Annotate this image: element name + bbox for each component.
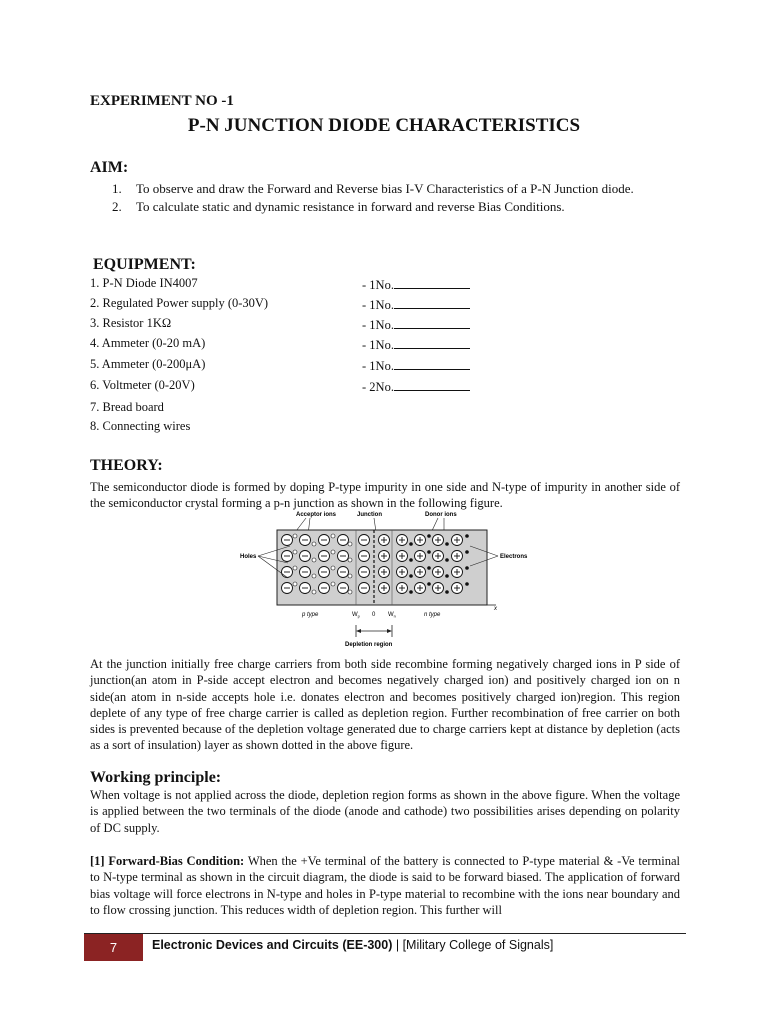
equipment-item: 4. Ammeter (0-20 mA) - 1No. xyxy=(90,336,510,354)
electron xyxy=(445,590,449,594)
wn-label: $W_n$ xyxy=(388,612,396,619)
aim-heading: AIM: xyxy=(90,159,129,176)
pn-junction-figure xyxy=(238,508,538,652)
zero-label: 0 xyxy=(372,612,376,618)
electron xyxy=(427,566,431,570)
equipment-item: 2. Regulated Power supply (0-30V) - 1No. xyxy=(90,296,510,314)
hole xyxy=(312,574,316,578)
electron xyxy=(445,574,449,578)
equipment-item: 5. Ammeter (0-200μA) - 1No. xyxy=(90,357,510,375)
electron xyxy=(427,534,431,538)
hole xyxy=(348,574,352,578)
hole xyxy=(348,558,352,562)
electron xyxy=(409,574,413,578)
electron xyxy=(409,542,413,546)
equipment-item: 8. Connecting wires xyxy=(90,419,191,433)
hole xyxy=(293,566,297,570)
equipment-item: 6. Voltmeter (0-20V) - 2No. xyxy=(90,378,510,396)
electron xyxy=(465,534,469,538)
electron xyxy=(409,590,413,594)
hole xyxy=(293,550,297,554)
equipment-item: 7. Bread board xyxy=(90,400,164,414)
forward-bias-paragraph xyxy=(90,853,680,918)
electron xyxy=(427,582,431,586)
footer-text xyxy=(152,938,553,952)
donor-ions-label: Donor ions xyxy=(425,512,457,518)
equipment-heading: EQUIPMENT: xyxy=(93,256,196,273)
hole xyxy=(293,534,297,538)
holes-label: Holes xyxy=(240,554,257,560)
p-type-label: p type xyxy=(302,612,319,618)
electron xyxy=(465,550,469,554)
footer-institution: [Military College of Signals] xyxy=(402,938,554,952)
aim-list xyxy=(112,180,634,216)
forward-bias-label: [1] Forward-Bias Condition: xyxy=(90,854,245,868)
hole xyxy=(331,550,335,554)
hole xyxy=(331,566,335,570)
acceptor-ions-label: Acceptor ions xyxy=(296,512,337,518)
experiment-number: EXPERIMENT NO -1 xyxy=(90,93,234,109)
hole xyxy=(312,590,316,594)
working-principle-body: When voltage is not applied across the diode, depletion region forms as shown in the above figure. When the voltage is applied between the two terminals of the diode (anode and cathode) two possibilities arises depending on polarity of DC supply. xyxy=(90,788,680,835)
electrons-label: Electrons xyxy=(500,554,528,560)
hole xyxy=(348,590,352,594)
hole xyxy=(331,534,335,538)
working-principle-heading: Working principle: xyxy=(90,769,222,786)
electron xyxy=(445,558,449,562)
depletion-region-label: Depletion region xyxy=(345,642,393,648)
hole xyxy=(312,542,316,546)
electron xyxy=(465,566,469,570)
electron xyxy=(427,550,431,554)
page-title: P-N JUNCTION DIODE CHARACTERISTICS xyxy=(187,115,581,136)
footer-separator: | xyxy=(392,938,403,952)
aim-item: 2. To calculate static and dynamic resistance in forward and reverse Bias Conditions. xyxy=(112,199,565,214)
forward-bias-text: When the +Ve terminal of the battery is connected to P-type material & -Ve terminal to N-type terminal as shown in the circuit diagram, the diode is said to be forward biased. The application of forward bias voltage will force electrons in N-type and holes in P-type material to recombine with the ions near boundary and to flow crossing junction. This reduces width of depletion region. This further will xyxy=(90,854,680,917)
theory-heading: THEORY: xyxy=(90,457,163,474)
hole xyxy=(312,558,316,562)
theory-body: At the junction initially free charge carriers from both side recombine forming negatively charged ions in P side of junction(an atom in P-side accept electron and becomes negatively charged ion) and positively charged ion on n side(an atom in n-side accepts hole i.e. donates electron and becomes positively charged ion)region. This region deplete of any type of free charge carrier is called as depletion region. Further recombination of free carrier on both sides is prevented because of the depletion voltage generated due to charge carriers kept at distance by depletion (acts as a sort of insulation) layer as shown dotted in the above figure. xyxy=(90,657,680,753)
hole xyxy=(293,582,297,586)
n-type-label: n type xyxy=(424,612,441,618)
equipment-item: 3. Resistor 1KΩ - 1No. xyxy=(90,316,510,334)
equipment-item: 1. P-N Diode IN4007 - 1No. xyxy=(90,276,510,294)
x-axis-label: x xyxy=(494,606,497,612)
electron xyxy=(409,558,413,562)
wp-label: $W_p$ xyxy=(352,612,360,619)
aim-item: 1. To observe and draw the Forward and Reverse bias I-V Characteristics of a P-N Junction diode. xyxy=(112,181,634,196)
footer-course: Electronic Devices and Circuits (EE-300) xyxy=(152,938,393,952)
electron xyxy=(465,582,469,586)
electron xyxy=(445,542,449,546)
page-number: 7 xyxy=(84,934,143,961)
hole xyxy=(331,582,335,586)
footer-rule xyxy=(84,933,686,934)
junction-label: Junction xyxy=(357,512,382,518)
theory-intro: The semiconductor diode is formed by doping P-type impurity in one side and N-type of impurity in another side of the semiconductor crystal forming a p-n junction as shown in the following figure. xyxy=(90,480,680,511)
hole xyxy=(348,542,352,546)
